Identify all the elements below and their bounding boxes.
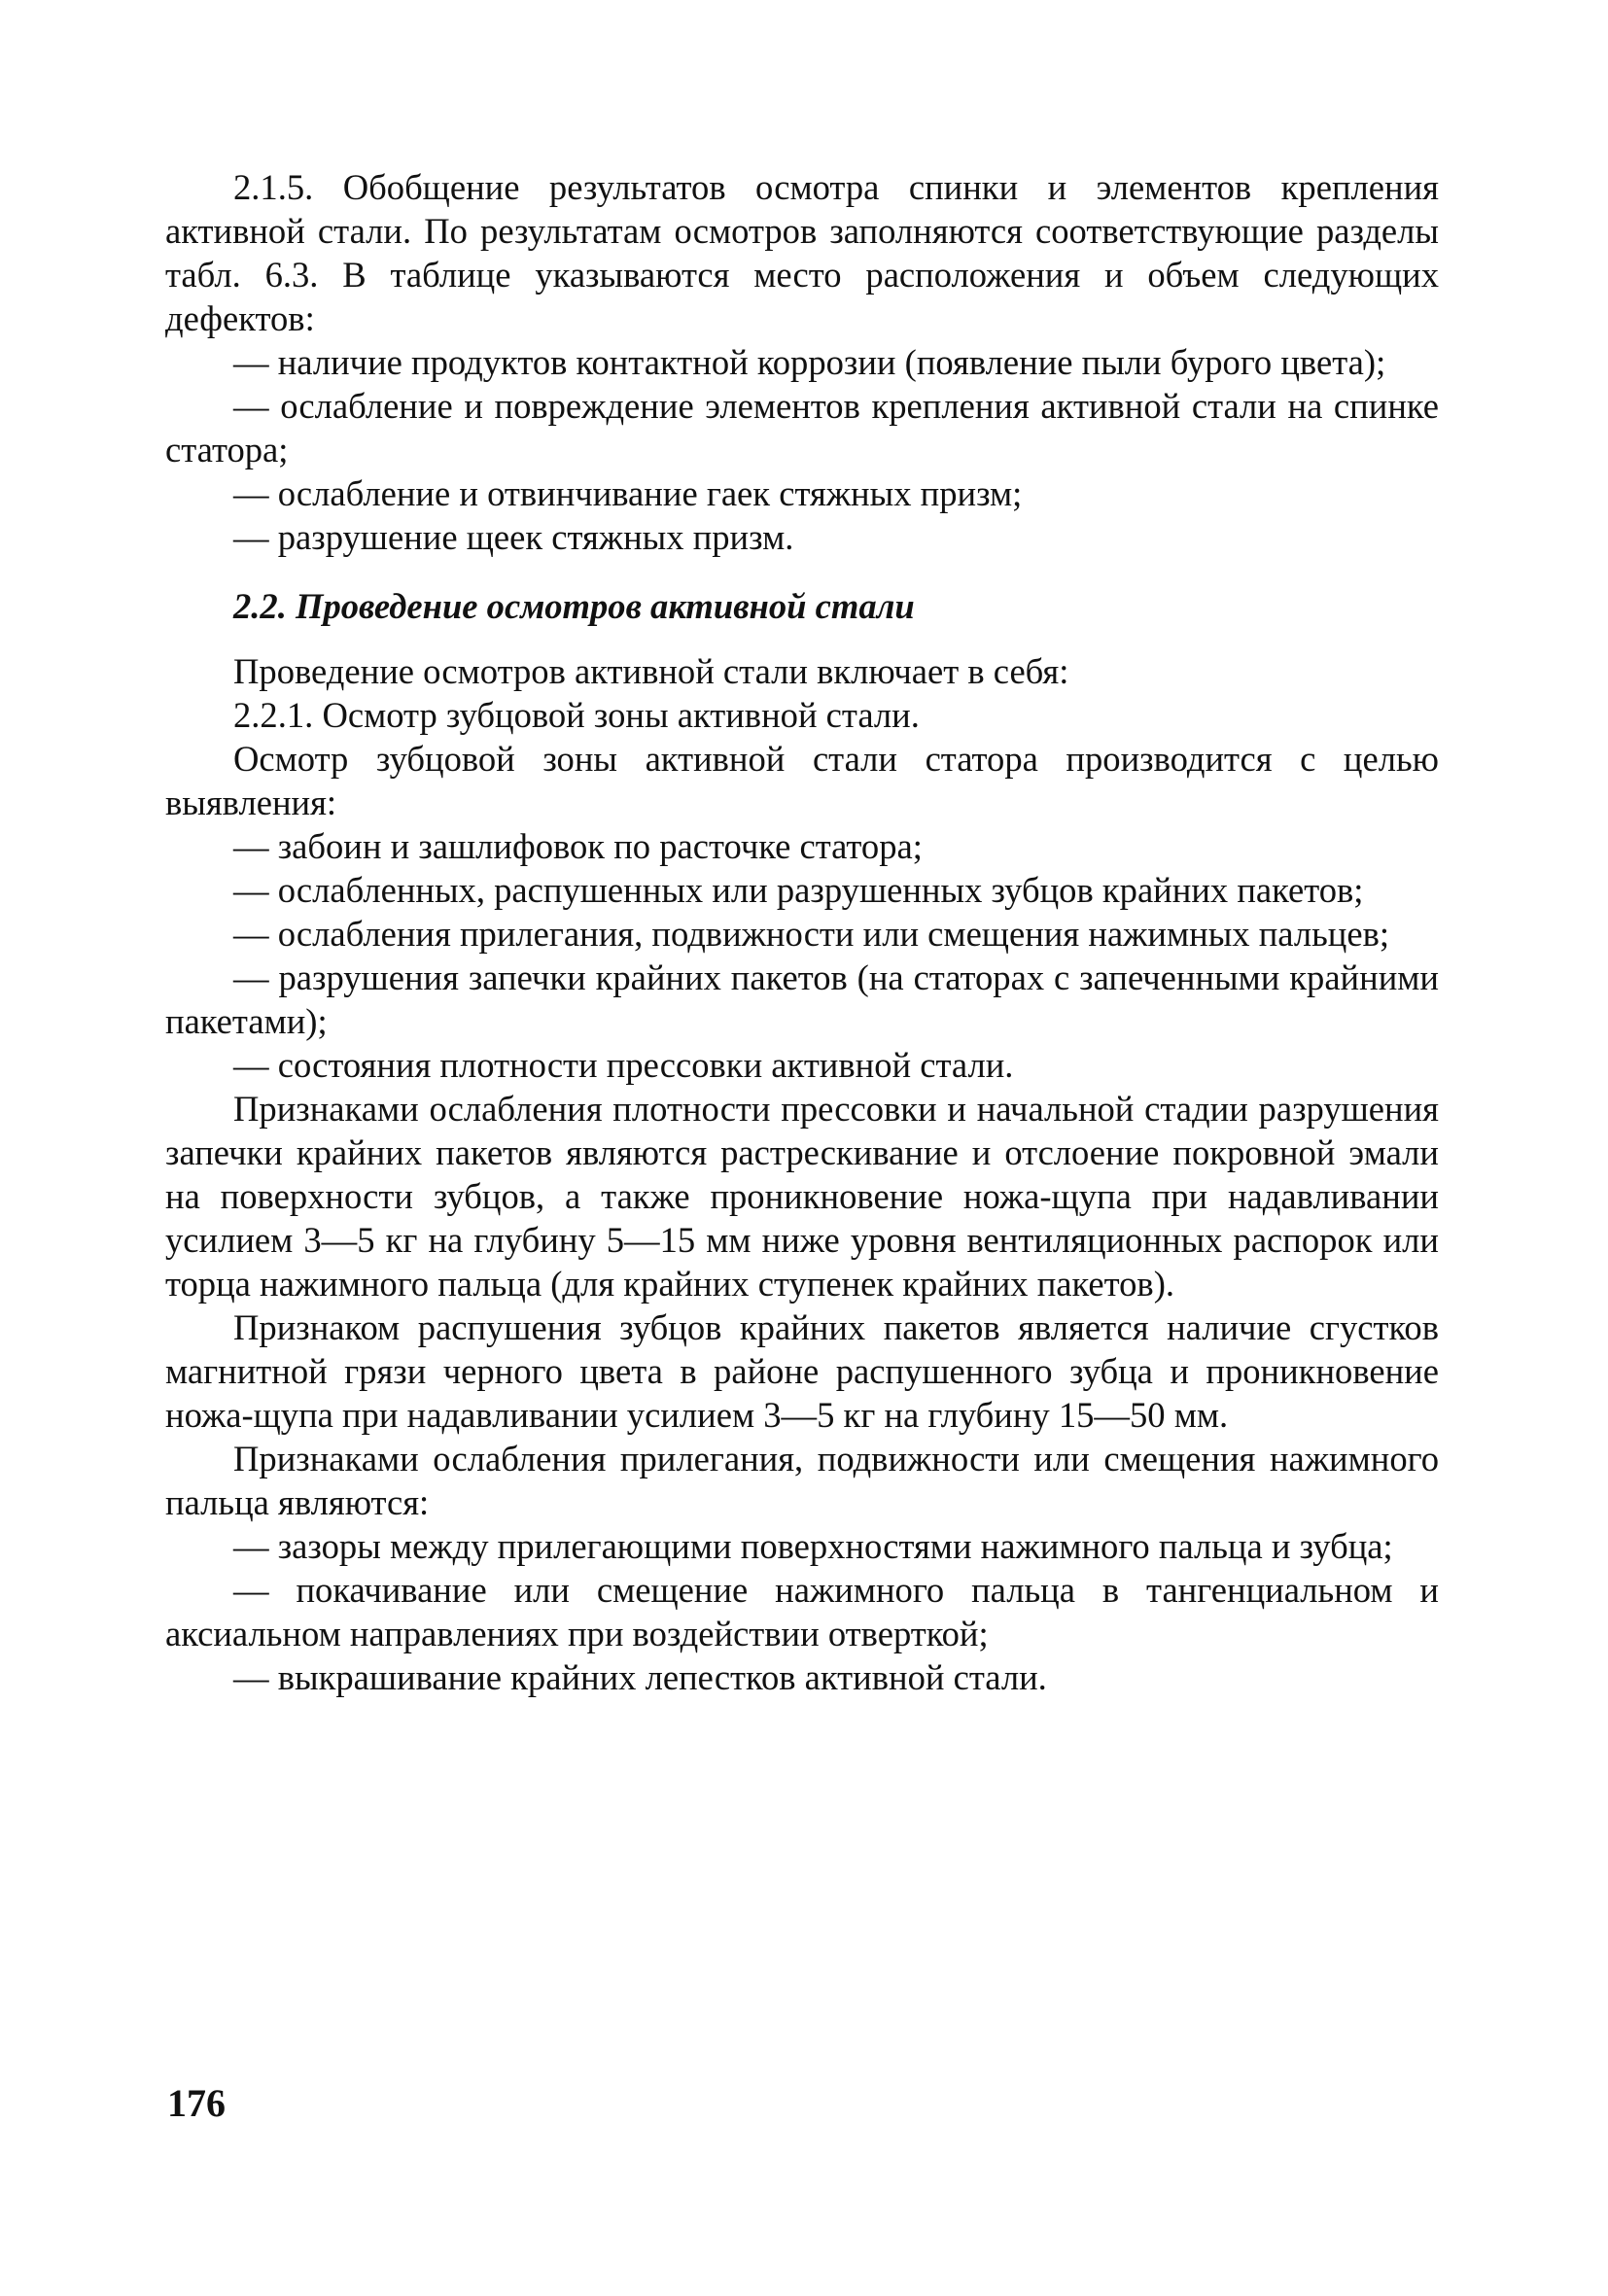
- list-item-fingers: — ослабления прилегания, подвижности или смещения нажимных пальцев;: [233, 914, 1390, 954]
- defect-item-corrosion: — наличие продуктов контактной коррозии (появление пыли бурого цвета);: [233, 342, 1386, 382]
- list-item-gaps: — зазоры между прилегающими поверхностями нажимного пальца и зубца;: [233, 1526, 1393, 1566]
- page-number: 176: [167, 2081, 226, 2125]
- list-item-chipping: — выкрашивание крайних лепестков активной стали.: [233, 1657, 1047, 1697]
- paragraph-finger-signs: Признаками ослабления прилегания, подвижности или смещения нажимного пальца являются:: [165, 1439, 1439, 1522]
- paragraph-intro: Проведение осмотров активной стали включает в себя:: [233, 651, 1069, 691]
- page-body: [165, 165, 1439, 1699]
- list-item-pressing: — состояния плотности прессовки активной стали.: [233, 1045, 1014, 1085]
- section-heading-2-2: 2.2. Проведение осмотров активной стали: [233, 586, 915, 626]
- paragraph-pressing-signs: Признаками ослабления плотности прессовки и начальной стадии разрушения запечки крайних пакетов являются растрескивание и отслоение покровной эмали на поверхности зубцов, а также проникновение ножа-щупа при надавливании усилием 3—5 кг на глубину 5—15 мм ниже уровня вентиляционных распорок или торца нажимного пальца (для крайних ступенек крайних пакетов).: [165, 1089, 1439, 1304]
- list-item-rocking: — покачивание или смещение нажимного пальца в тангенциальном и аксиальном направлениях при воздействии отверткой;: [165, 1570, 1439, 1653]
- list-item-teeth: — ослабленных, распушенных или разрушенных зубцов крайних пакетов;: [233, 870, 1364, 910]
- defect-item-fastening: — ослабление и повреждение элементов крепления активной стали на спинке статора;: [165, 386, 1439, 470]
- defect-item-nuts: — ослабление и отвинчивание гаек стяжных призм;: [233, 473, 1023, 513]
- paragraph-2-2-1: 2.2.1. Осмотр зубцовой зоны активной стали.: [233, 695, 920, 735]
- list-item-baking: — разрушения запечки крайних пакетов (на статорах с запеченными крайними пакетами);: [165, 957, 1439, 1041]
- paragraph-fluffing-signs: Признаком распушения зубцов крайних пакетов является наличие сгустков магнитной грязи черного цвета в районе распушенного зубца и проникновение ножа-щупа при надавливании усилием 3—5 кг на глубину 15—50 мм.: [165, 1307, 1439, 1435]
- paragraph-purpose: Осмотр зубцовой зоны активной стали статора производится с целью выявления:: [165, 739, 1439, 822]
- defect-item-cheeks: — разрушение щеек стяжных призм.: [233, 517, 794, 557]
- list-item-dents: — забоин и зашлифовок по расточке статора;: [233, 826, 923, 866]
- paragraph-2-1-5: 2.1.5. Обобщение результатов осмотра спинки и элементов крепления активной стали. По результатам осмотров заполняются соответствующие разделы табл. 6.3. В таблице указываются место расположения и объем следующих дефектов:: [165, 167, 1439, 338]
